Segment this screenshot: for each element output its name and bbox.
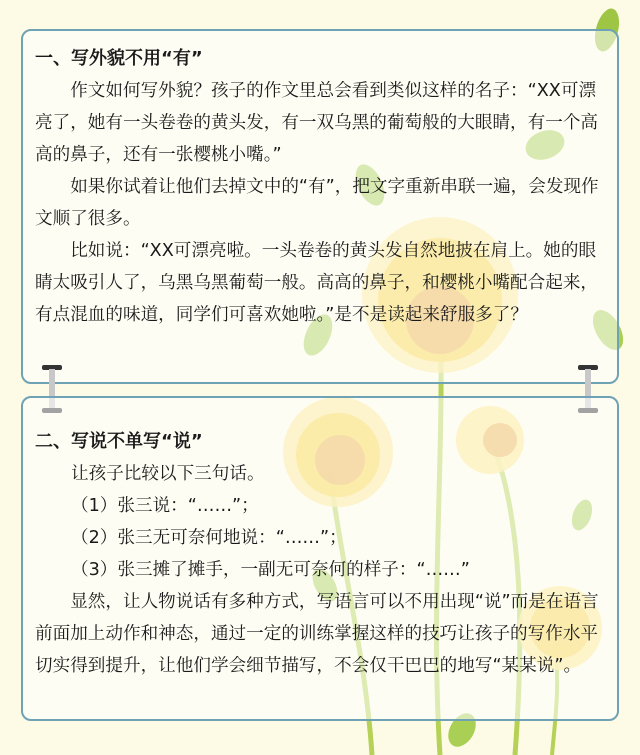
paragraph: 比如说：“XX可漂亮啦。一头卷卷的黄头发自然地披在肩上。她的眼睛太吸引人了，乌黑乌黑葡萄一般。高高的鼻子，和樱桃小嘴配合起来，有点混血的味道，同学们可喜欢她啦。”是不是读起来舒服多了？ — [35, 241, 599, 325]
list-item: （3）张三摊了摊手，一副无可奈何的样子：“……” — [71, 560, 470, 580]
conclusion-paragraph: 显然，让人物说话有多种方式，写语言可以不用出现“说”而是在语言前面加上动作和神态，通过一定的训练掌握这样的技巧让孩子的写作水平切实得到提升，让他们学会细节描写，不会仅干巴巴的地写“某某说”。 — [35, 592, 599, 676]
list-item: （2）张三无可奈何地说：“……”； — [71, 528, 347, 548]
section-title: 二、写说不单写“说” — [35, 431, 203, 452]
paragraph: 作文如何写外貌？孩子的作文里总会看到类似这样的名子：“XX可漂亮了，她有一头卷卷的黄头发，有一双乌黑的葡萄般的大眼睛，有一个高高的鼻子，还有一张樱桃小嘴。” — [35, 81, 599, 165]
intro-text: 让孩子比较以下三句话。 — [71, 464, 265, 484]
section-title: 一、写外貌不用“有” — [35, 48, 203, 69]
paragraph: 如果你试着让他们去掉文中的“有”，把文字重新串联一遍，会发现作文顺了很多。 — [35, 177, 599, 229]
section-card-speech — [21, 396, 619, 721]
section-card-appearance — [21, 29, 619, 384]
list-item: （1）张三说：“……”； — [71, 496, 259, 516]
